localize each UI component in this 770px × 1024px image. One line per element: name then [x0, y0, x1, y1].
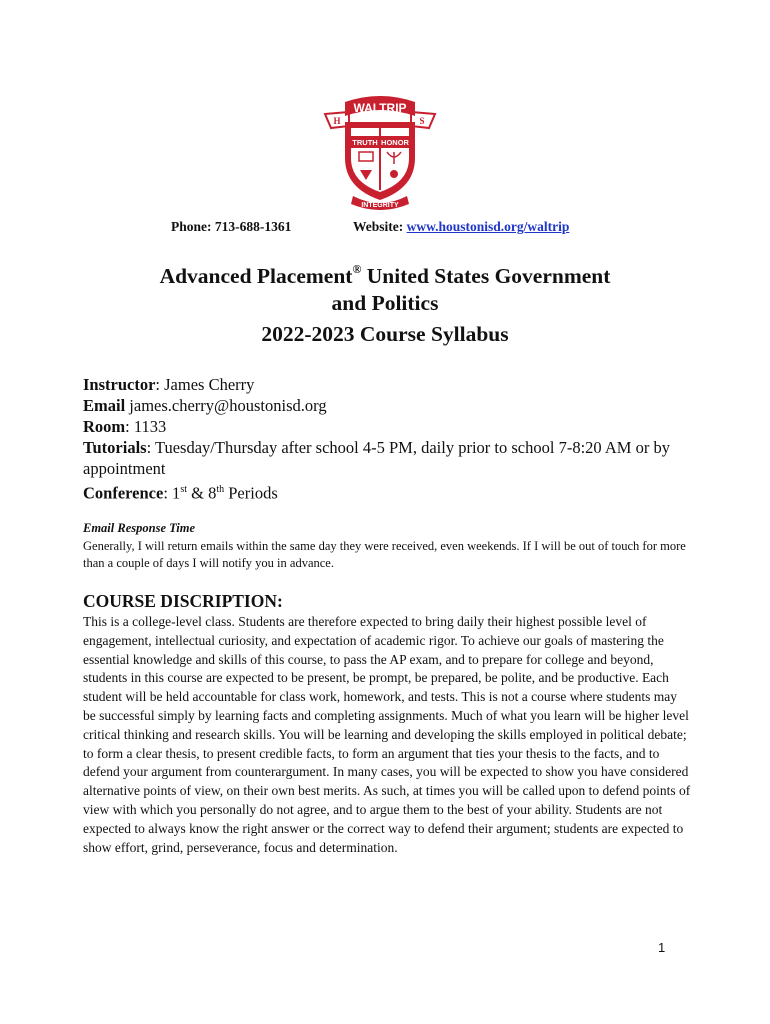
website-link[interactable]: www.houstonisd.org/waltrip — [406, 219, 570, 234]
instructor-info — [83, 374, 693, 504]
website-label: Website: — [353, 219, 404, 234]
instructor-value: : James Cherry — [155, 375, 255, 394]
email-value: james.cherry@houstonisd.org — [125, 396, 327, 415]
conference-row — [83, 479, 693, 504]
website-info — [353, 219, 569, 235]
svg-text:H: H — [333, 116, 341, 126]
school-crest-logo — [315, 92, 445, 212]
title-line-3: 2022-2023 Course Syllabus — [261, 322, 509, 347]
course-description-text: This is a college-level class. Students are therefore expected to bring daily their highest possible level of engagement, intellectual curiosity, and expectation of academic rigor. To achieve our goals of mastering the essential knowledge and skills of this course, to pass the AP exam, and to prepare for college and beyond, students in this course are expected to be present, be prompt, be prepared, be polite, and be productive. Each student will be held accountable for class work, homework, and tests. This is not a course where students may be successful simply by learning facts and completing assignments. Much of what you learn will be higher level critical thinking and research skills. You will be learning and developing the skills employed in political debate; to form a clear thesis, to present credible facts, to form an argument that ties your thesis to the facts, and to defend your argument from counterargument. In many cases, you will be expected to show you have considered alternative points of view, on their own best merits. As such, at times you will be called upon to defend points of view with which you personally do not agree, and to argue them to the best of your ability. Students are not expected to always know the right answer or the correct way to defend their argument; students are expected to show effort, grind, perseverance, focus and determination. — [83, 614, 691, 855]
svg-text:WALTRIP: WALTRIP — [353, 101, 407, 115]
svg-text:TRUTH: TRUTH — [352, 138, 378, 147]
title-line-1-prefix: Advanced Placement — [159, 264, 353, 289]
title-line-1-suffix: United States Government — [361, 264, 611, 289]
room-label: Room — [83, 417, 126, 436]
svg-text:INTEGRITY: INTEGRITY — [361, 202, 399, 209]
email-row — [83, 395, 693, 416]
svg-text:S: S — [419, 116, 425, 126]
phone-number: Phone: 713-688-1361 — [171, 219, 292, 234]
svg-text:HONOR: HONOR — [381, 138, 409, 147]
instructor-label: Instructor — [83, 375, 156, 394]
tutorials-row — [83, 437, 693, 479]
instructor-row — [83, 374, 693, 395]
conference-value-2: & 8 — [186, 483, 217, 503]
conference-value-1: : 1 — [163, 483, 181, 503]
page-number: 1 — [658, 940, 666, 955]
email-label: Email — [83, 396, 126, 415]
conference-sup-1: st — [180, 484, 187, 495]
course-description-heading: COURSE DISCRIPTION: — [83, 591, 283, 611]
title-line-2: and Politics — [331, 291, 439, 316]
room-value: : 1133 — [125, 417, 167, 436]
room-row — [83, 416, 693, 437]
conference-label: Conference — [83, 483, 164, 503]
email-response-section — [83, 520, 693, 573]
email-response-heading: Email Response Time — [83, 521, 196, 535]
course-description-section — [83, 590, 693, 857]
title-line-1 — [0, 258, 770, 290]
registered-mark: ® — [352, 262, 362, 276]
tutorials-value: : Tuesday/Thursday after school 4-5 PM, daily prior to school 7-8:20 AM or by appointment — [83, 438, 670, 478]
document-title — [0, 258, 770, 348]
email-response-text: Generally, I will return emails within the same day they were received, even weekends. If I will be out of touch for more than a couple of days I will notify you in advance. — [83, 538, 686, 570]
conference-sup-2: th — [216, 484, 225, 495]
conference-value-3: Periods — [224, 483, 278, 503]
tutorials-label: Tutorials — [83, 438, 147, 457]
